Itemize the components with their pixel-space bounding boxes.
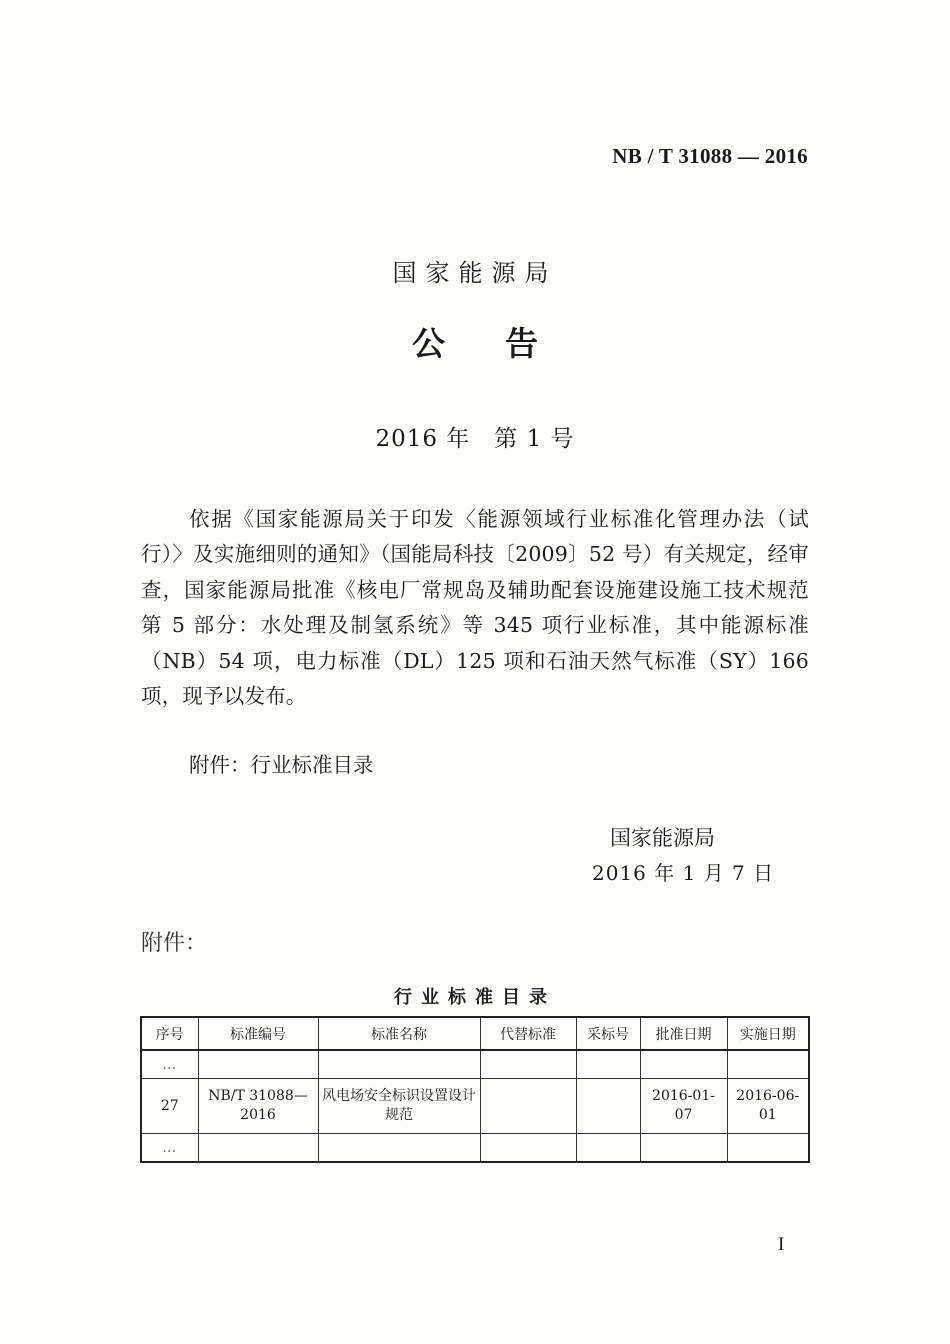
cell-seq: … [141,1134,198,1163]
attachment-label: 附件： [141,931,208,956]
cell-adopted [576,1134,640,1163]
cell-replaces [480,1134,576,1163]
cell-approved: 2016-01-07 [640,1079,727,1134]
table-title: 行业标准目录 [394,987,556,1008]
cell-name [318,1050,480,1079]
issue-number: 2016 年 第 1 号 [375,426,575,452]
column-header: 标准编号 [198,1017,318,1050]
cell-replaces [480,1079,576,1134]
cell-replaces [480,1050,576,1079]
table-row [141,1134,809,1163]
column-header: 采标号 [576,1017,640,1050]
table-header-row [141,1017,809,1050]
cell-effective [727,1134,809,1163]
notice-title-char-2: 告 [505,324,538,363]
notice-title-char-1: 公 [412,324,445,363]
cell-seq: … [141,1050,198,1079]
column-header: 序号 [141,1017,198,1050]
notice-title [0,318,950,365]
column-header: 标准名称 [318,1017,480,1050]
signature-organization: 国家能源局 [610,826,715,850]
cell-adopted [576,1050,640,1079]
cell-approved [640,1050,727,1079]
standard-number: NB / T 31088 — 2016 [612,144,808,168]
cell-code [198,1050,318,1079]
table-row [141,1050,809,1079]
signature-date: 2016 年 1 月 7 日 [592,861,775,885]
column-header: 批准日期 [640,1017,727,1050]
cell-approved [640,1134,727,1163]
cell-effective [727,1050,809,1079]
cell-name [318,1134,480,1163]
column-header: 代替标准 [480,1017,576,1050]
cell-adopted [576,1079,640,1134]
attachment-reference: 附件：行业标准目录 [189,753,374,777]
table-row [141,1079,809,1134]
cell-effective: 2016-06-01 [727,1079,809,1134]
page-number: I [778,1234,785,1255]
notice-body: 依据《国家能源局关于印发〈能源领域行业标准化管理办法（试行）〉及实施细则的通知》（国能局科技〔2009〕52 号）有关规定，经审查，国家能源局批准《核电厂常规岛及辅助配套设施建设施工技术规范 第 5 部分：水处理及制氢系统》等 345 项行业标准，其中能源标准（NB）54 项，电力标准（DL）125 项和石油天然气标准（SY）166 项，现予以发布。 [141,507,830,709]
cell-seq: 27 [141,1079,198,1134]
column-header: 实施日期 [727,1017,809,1050]
cell-code [198,1134,318,1163]
cell-name: 风电场安全标识设置设计规范 [318,1079,480,1134]
standards-catalog-table [140,1016,810,1163]
cell-code: NB/T 31088—2016 [198,1079,318,1134]
agency-name: 国家能源局 [392,259,558,287]
